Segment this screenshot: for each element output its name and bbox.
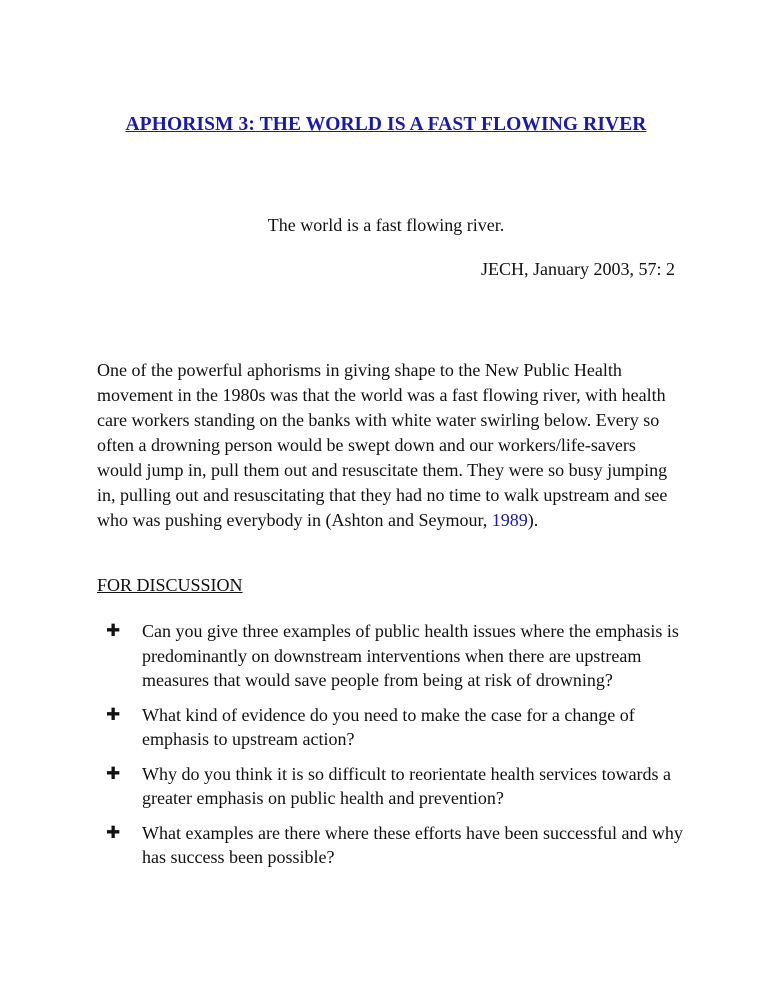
question-text: Why do you think it is so difficult to reorientate health services towards a greater emphasis on public health and prevention? [142,763,672,808]
question-text: What kind of evidence do you need to make the case for a change of emphasis to upstream action? [142,704,635,749]
epigraph-citation: JECH, January 2003, 57: 2 [481,259,675,279]
body-tail: ). [527,510,539,530]
discussion-question [106,762,686,811]
discussion-heading: FOR DISCUSSION [97,575,243,595]
question-text: What examples are there where these efforts have been successful and why has success been possible? [142,822,683,867]
cross-bullet-icon: ✚ [106,822,121,843]
epigraph-quote: The world is a fast flowing river. [267,215,505,235]
cross-bullet-icon: ✚ [106,763,121,784]
cross-bullet-icon: ✚ [106,704,121,725]
cross-bullet-icon: ✚ [106,621,121,641]
body-text: One of the powerful aphorisms in giving shape to the New Public Health movement in the 1980s was that the world was a fast flowing river, with health care workers standing on the banks with white water swirling below. Every so often a drowning person would be swept down and our workers/life-savers would jump in, pull them out and resuscitate them. They were so busy jumping in, pulling out and resuscitating that they had no time to walk upstream and see who was pushing everybody in (Ashton and Seymour, [97,360,668,530]
discussion-question [106,821,686,870]
reference-link[interactable]: 1989 [491,510,528,530]
page-title: APHORISM 3: THE WORLD IS A FAST FLOWING RIVER [125,114,647,135]
discussion-question-list [106,619,686,880]
discussion-question [106,703,686,752]
discussion-question [106,619,686,693]
body-paragraph [97,358,682,533]
question-text: Can you give three examples of public health issues where the emphasis is predominantly on downstream interventions when there are upstream measures that would save people from being at risk of drowning? [142,621,679,690]
